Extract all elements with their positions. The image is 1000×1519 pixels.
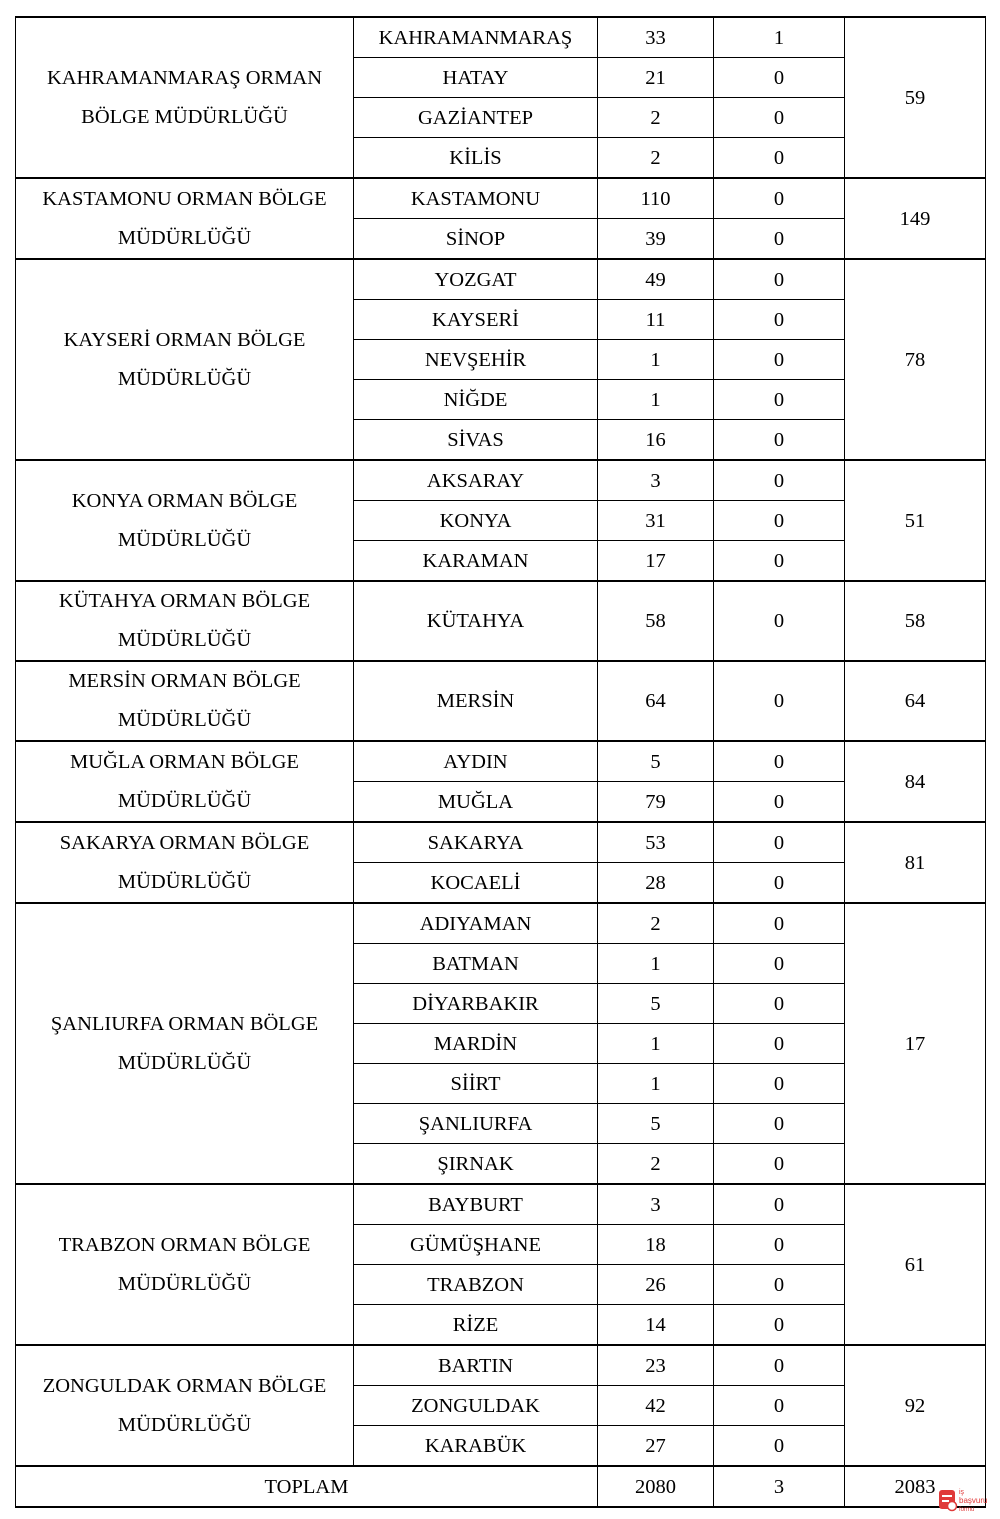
table-body — [16, 17, 986, 1507]
province-name: KARAMAN — [354, 541, 598, 582]
region-total: 17 — [845, 903, 986, 1184]
total-count-a: 2080 — [598, 1466, 714, 1507]
province-name: SİİRT — [354, 1064, 598, 1104]
count-b: 0 — [714, 1265, 845, 1305]
watermark-pen-icon — [948, 1502, 957, 1511]
count-a: 39 — [598, 219, 714, 260]
count-a: 5 — [598, 984, 714, 1024]
region-name: MERSİN ORMAN BÖLGE MÜDÜRLÜĞÜ — [16, 661, 354, 741]
count-a: 110 — [598, 178, 714, 219]
region-name: ZONGULDAK ORMAN BÖLGE MÜDÜRLÜĞÜ — [16, 1345, 354, 1466]
count-b: 0 — [714, 741, 845, 782]
count-b: 0 — [714, 501, 845, 541]
count-a: 2 — [598, 1144, 714, 1185]
count-b: 0 — [714, 944, 845, 984]
province-name: AYDIN — [354, 741, 598, 782]
table-row — [16, 581, 986, 661]
watermark-text-3: formu — [959, 1507, 975, 1513]
count-b: 1 — [714, 17, 845, 58]
province-name: BAYBURT — [354, 1184, 598, 1225]
province-name: TRABZON — [354, 1265, 598, 1305]
province-name: AKSARAY — [354, 460, 598, 501]
province-name: KOCAELİ — [354, 863, 598, 904]
province-name: SAKARYA — [354, 822, 598, 863]
count-a: 1 — [598, 1064, 714, 1104]
count-a: 5 — [598, 741, 714, 782]
count-a: 79 — [598, 782, 714, 823]
region-total: 51 — [845, 460, 986, 581]
count-b: 0 — [714, 1024, 845, 1064]
region-total: 64 — [845, 661, 986, 741]
count-a: 42 — [598, 1386, 714, 1426]
watermark-doc-line-icon — [942, 1495, 952, 1497]
count-a: 17 — [598, 541, 714, 582]
count-b: 0 — [714, 420, 845, 461]
count-b: 0 — [714, 863, 845, 904]
count-b: 0 — [714, 984, 845, 1024]
region-total: 149 — [845, 178, 986, 259]
province-name: NİĞDE — [354, 380, 598, 420]
count-b: 0 — [714, 1064, 845, 1104]
province-name: MARDİN — [354, 1024, 598, 1064]
region-total: 58 — [845, 581, 986, 661]
province-name: KASTAMONU — [354, 178, 598, 219]
province-name: SİNOP — [354, 219, 598, 260]
count-a: 2 — [598, 138, 714, 179]
region-name: KAYSERİ ORMAN BÖLGE MÜDÜRLÜĞÜ — [16, 259, 354, 460]
province-name: KÜTAHYA — [354, 581, 598, 661]
watermark-text-1: iş — [959, 1489, 965, 1496]
region-name: KAHRAMANMARAŞ ORMAN BÖLGE MÜDÜRLÜĞÜ — [16, 17, 354, 178]
count-a: 64 — [598, 661, 714, 741]
count-a: 33 — [598, 17, 714, 58]
count-b: 0 — [714, 58, 845, 98]
region-total: 59 — [845, 17, 986, 178]
count-b: 0 — [714, 822, 845, 863]
region-total: 61 — [845, 1184, 986, 1345]
count-b: 0 — [714, 1144, 845, 1185]
region-total: 92 — [845, 1345, 986, 1466]
count-a: 58 — [598, 581, 714, 661]
count-b: 0 — [714, 1104, 845, 1144]
region-name: KONYA ORMAN BÖLGE MÜDÜRLÜĞÜ — [16, 460, 354, 581]
region-name: TRABZON ORMAN BÖLGE MÜDÜRLÜĞÜ — [16, 1184, 354, 1345]
count-b: 0 — [714, 300, 845, 340]
count-b: 0 — [714, 219, 845, 260]
province-name: MUĞLA — [354, 782, 598, 823]
province-name: BARTIN — [354, 1345, 598, 1386]
province-name: DİYARBAKIR — [354, 984, 598, 1024]
count-b: 0 — [714, 661, 845, 741]
region-name: KASTAMONU ORMAN BÖLGE MÜDÜRLÜĞÜ — [16, 178, 354, 259]
count-a: 3 — [598, 460, 714, 501]
province-name: KİLİS — [354, 138, 598, 179]
province-name: GAZİANTEP — [354, 98, 598, 138]
region-name: MUĞLA ORMAN BÖLGE MÜDÜRLÜĞÜ — [16, 741, 354, 822]
count-a: 3 — [598, 1184, 714, 1225]
province-name: NEVŞEHİR — [354, 340, 598, 380]
count-a: 2 — [598, 903, 714, 944]
province-name: BATMAN — [354, 944, 598, 984]
count-a: 5 — [598, 1104, 714, 1144]
count-a: 1 — [598, 1024, 714, 1064]
count-b: 0 — [714, 138, 845, 179]
count-b: 0 — [714, 460, 845, 501]
count-a: 23 — [598, 1345, 714, 1386]
watermark-logo — [938, 1484, 994, 1514]
region-name: SAKARYA ORMAN BÖLGE MÜDÜRLÜĞÜ — [16, 822, 354, 903]
province-name: YOZGAT — [354, 259, 598, 300]
watermark-doc-line-icon — [942, 1500, 949, 1502]
region-name: KÜTAHYA ORMAN BÖLGE MÜDÜRLÜĞÜ — [16, 581, 354, 661]
province-name: KAHRAMANMARAŞ — [354, 17, 598, 58]
region-name: ŞANLIURFA ORMAN BÖLGE MÜDÜRLÜĞÜ — [16, 903, 354, 1184]
count-a: 31 — [598, 501, 714, 541]
count-b: 0 — [714, 178, 845, 219]
count-a: 1 — [598, 944, 714, 984]
count-b: 0 — [714, 340, 845, 380]
count-b: 0 — [714, 782, 845, 823]
count-b: 0 — [714, 1305, 845, 1346]
province-name: ADIYAMAN — [354, 903, 598, 944]
total-count-b: 3 — [714, 1466, 845, 1507]
table-row — [16, 460, 986, 501]
count-b: 0 — [714, 1426, 845, 1467]
province-name: MERSİN — [354, 661, 598, 741]
province-name: KONYA — [354, 501, 598, 541]
table-row — [16, 903, 986, 944]
count-b: 0 — [714, 1345, 845, 1386]
province-name: SİVAS — [354, 420, 598, 461]
count-b: 0 — [714, 259, 845, 300]
table-row — [16, 661, 986, 741]
province-name: ŞIRNAK — [354, 1144, 598, 1185]
province-name: HATAY — [354, 58, 598, 98]
table-row — [16, 822, 986, 863]
count-a: 28 — [598, 863, 714, 904]
province-name: ŞANLIURFA — [354, 1104, 598, 1144]
count-b: 0 — [714, 380, 845, 420]
count-a: 27 — [598, 1426, 714, 1467]
count-a: 49 — [598, 259, 714, 300]
count-a: 1 — [598, 340, 714, 380]
province-name: KAYSERİ — [354, 300, 598, 340]
count-a: 16 — [598, 420, 714, 461]
region-total: 81 — [845, 822, 986, 903]
count-a: 14 — [598, 1305, 714, 1346]
quota-table — [15, 16, 986, 1508]
count-a: 26 — [598, 1265, 714, 1305]
table-row — [16, 178, 986, 219]
region-total: 84 — [845, 741, 986, 822]
table-row — [16, 1345, 986, 1386]
count-b: 0 — [714, 1225, 845, 1265]
province-name: ZONGULDAK — [354, 1386, 598, 1426]
grand-total: 2083 — [845, 1466, 986, 1507]
count-a: 21 — [598, 58, 714, 98]
province-name: RİZE — [354, 1305, 598, 1346]
count-a: 2 — [598, 98, 714, 138]
count-b: 0 — [714, 581, 845, 661]
count-b: 0 — [714, 1386, 845, 1426]
count-a: 53 — [598, 822, 714, 863]
count-a: 1 — [598, 380, 714, 420]
table-row — [16, 741, 986, 782]
count-a: 11 — [598, 300, 714, 340]
table-row — [16, 1184, 986, 1225]
table-row — [16, 259, 986, 300]
watermark-text-2: başvuru — [959, 1496, 988, 1505]
count-b: 0 — [714, 98, 845, 138]
region-total: 78 — [845, 259, 986, 460]
table-row — [16, 17, 986, 58]
province-name: GÜMÜŞHANE — [354, 1225, 598, 1265]
count-b: 0 — [714, 1184, 845, 1225]
total-label: TOPLAM — [16, 1466, 598, 1507]
count-b: 0 — [714, 541, 845, 582]
count-b: 0 — [714, 903, 845, 944]
total-row — [16, 1466, 986, 1507]
count-a: 18 — [598, 1225, 714, 1265]
province-name: KARABÜK — [354, 1426, 598, 1467]
